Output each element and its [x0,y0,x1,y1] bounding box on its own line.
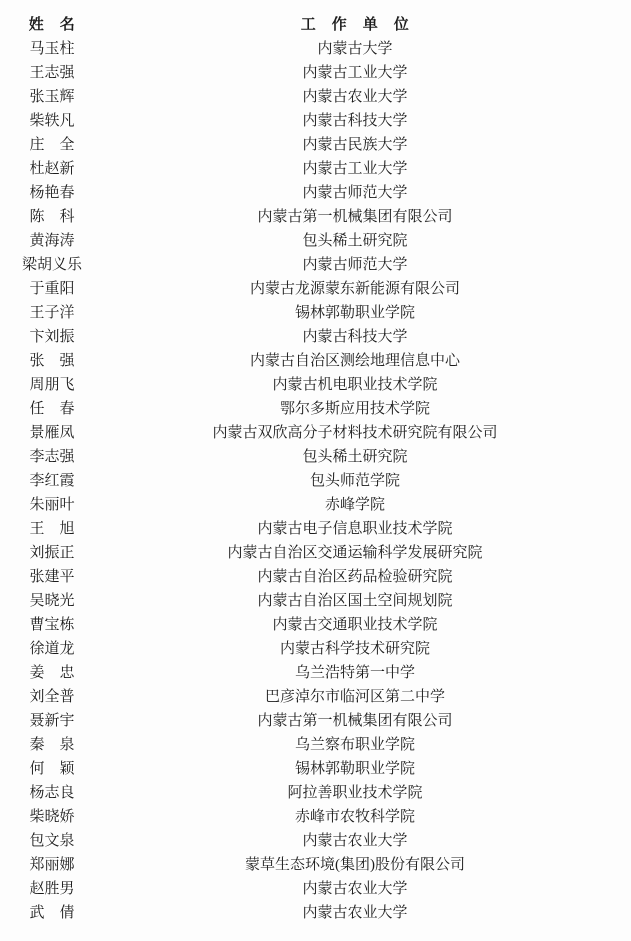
work-unit: 内蒙古双欣高分子材料技术研究院有限公司 [212,425,498,441]
person-name: 刘全普 [29,689,75,705]
roster-row [0,181,631,205]
person-name: 张玉辉 [29,89,75,105]
work-unit: 内蒙古科学技术研究院 [279,641,430,657]
work-unit: 内蒙古自治区药品检验研究院 [257,569,453,585]
roster-row [0,565,631,589]
person-name: 王子洋 [29,305,75,321]
work-unit: 内蒙古自治区测绘地理信息中心 [249,353,460,369]
person-name: 马玉柱 [29,41,75,57]
person-name: 杨艳春 [29,185,75,201]
work-unit: 内蒙古第一机械集团有限公司 [257,209,453,225]
person-name: 李红霞 [29,473,75,489]
work-unit: 赤峰市农牧科学院 [294,809,415,825]
roster-row [0,781,631,805]
roster-row [0,421,631,445]
work-unit: 内蒙古大学 [317,41,393,57]
person-name: 聂新宇 [29,713,75,729]
person-name: 李志强 [29,449,75,465]
roster-row [0,829,631,853]
roster-row [0,373,631,397]
roster-row [0,205,631,229]
person-name: 郑丽娜 [29,857,75,873]
work-unit: 内蒙古工业大学 [302,161,408,177]
roster-row [0,853,631,877]
roster-row [0,397,631,421]
work-unit: 包头稀土研究院 [302,233,408,249]
roster-row [0,541,631,565]
work-unit: 内蒙古师范大学 [302,257,408,273]
work-unit: 包头稀土研究院 [302,449,408,465]
roster-row [0,709,631,733]
roster-row [0,589,631,613]
work-unit: 锡林郭勒职业学院 [294,305,415,321]
work-unit: 阿拉善职业技术学院 [287,785,423,801]
roster-row [0,661,631,685]
roster-row [0,469,631,493]
person-name: 武 倩 [29,905,75,921]
person-name: 梁胡义乐 [21,257,82,273]
roster-table-body [0,37,631,925]
person-name: 杨志良 [29,785,75,801]
person-name: 刘振正 [29,545,75,561]
work-unit: 蒙草生态环境(集团)股份有限公司 [245,857,465,873]
work-unit: 内蒙古第一机械集团有限公司 [257,713,453,729]
work-unit: 内蒙古电子信息职业技术学院 [257,521,453,537]
person-name: 黄海涛 [29,233,75,249]
roster-row [0,61,631,85]
roster-row [0,109,631,133]
person-name: 朱丽叶 [29,497,75,513]
work-unit: 包头师范学院 [309,473,400,489]
person-name: 王 旭 [29,521,75,537]
work-unit: 锡林郭勒职业学院 [294,761,415,777]
roster-row [0,253,631,277]
roster-row [0,349,631,373]
work-unit: 内蒙古师范大学 [302,185,408,201]
work-unit: 鄂尔多斯应用技术学院 [279,401,430,417]
person-name: 周朋飞 [29,377,75,393]
work-unit: 内蒙古交通职业技术学院 [272,617,438,633]
work-unit: 内蒙古农业大学 [302,905,408,921]
roster-row [0,157,631,181]
person-name: 任 春 [29,401,75,417]
roster-row [0,85,631,109]
work-unit: 内蒙古自治区国土空间规划院 [257,593,453,609]
person-name: 柴轶凡 [29,113,75,129]
work-unit: 内蒙古农业大学 [302,89,408,105]
work-unit: 内蒙古农业大学 [302,833,408,849]
work-unit: 内蒙古机电职业技术学院 [272,377,438,393]
roster-row [0,901,631,925]
person-name: 于重阳 [29,281,75,297]
person-name: 张 强 [29,353,75,369]
person-name: 秦 泉 [29,737,75,753]
header-unit-label: 工 作 单 位 [300,16,410,33]
roster-row [0,133,631,157]
roster-row [0,325,631,349]
roster-row [0,637,631,661]
person-name: 卞刘振 [29,329,75,345]
work-unit: 巴彦淖尔市临河区第二中学 [264,689,445,705]
person-name: 王志强 [29,65,75,81]
person-name: 柴晓娇 [29,809,75,825]
person-name: 赵胜男 [29,881,75,897]
work-unit: 内蒙古自治区交通运输科学发展研究院 [227,545,483,561]
work-unit: 乌兰察布职业学院 [294,737,415,753]
roster-row [0,733,631,757]
roster-row [0,517,631,541]
table-header-row [0,13,631,37]
work-unit: 乌兰浩特第一中学 [294,665,415,681]
person-name: 景雁凤 [29,425,75,441]
roster-row [0,301,631,325]
roster-row [0,229,631,253]
roster-row [0,613,631,637]
person-name: 曹宝栋 [29,617,75,633]
work-unit: 内蒙古民族大学 [302,137,408,153]
person-name: 张建平 [29,569,75,585]
header-name-label: 姓 名 [28,16,76,33]
work-unit: 内蒙古龙源蒙东新能源有限公司 [249,281,460,297]
roster-row [0,685,631,709]
work-unit: 内蒙古科技大学 [302,113,408,129]
roster-row [0,445,631,469]
person-name: 姜 忠 [29,665,75,681]
roster-row [0,493,631,517]
person-name: 何 颖 [29,761,75,777]
person-name: 陈 科 [29,209,75,225]
roster-row [0,277,631,301]
person-name: 徐道龙 [29,641,75,657]
roster-row [0,37,631,61]
work-unit: 赤峰学院 [324,497,385,513]
person-name: 庄 全 [29,137,75,153]
work-unit: 内蒙古农业大学 [302,881,408,897]
person-name: 吴晓光 [29,593,75,609]
work-unit: 内蒙古科技大学 [302,329,408,345]
roster-row [0,757,631,781]
person-name: 包文泉 [29,833,75,849]
roster-row [0,805,631,829]
work-unit: 内蒙古工业大学 [302,65,408,81]
person-name: 杜赵新 [29,161,75,177]
roster-row [0,877,631,901]
